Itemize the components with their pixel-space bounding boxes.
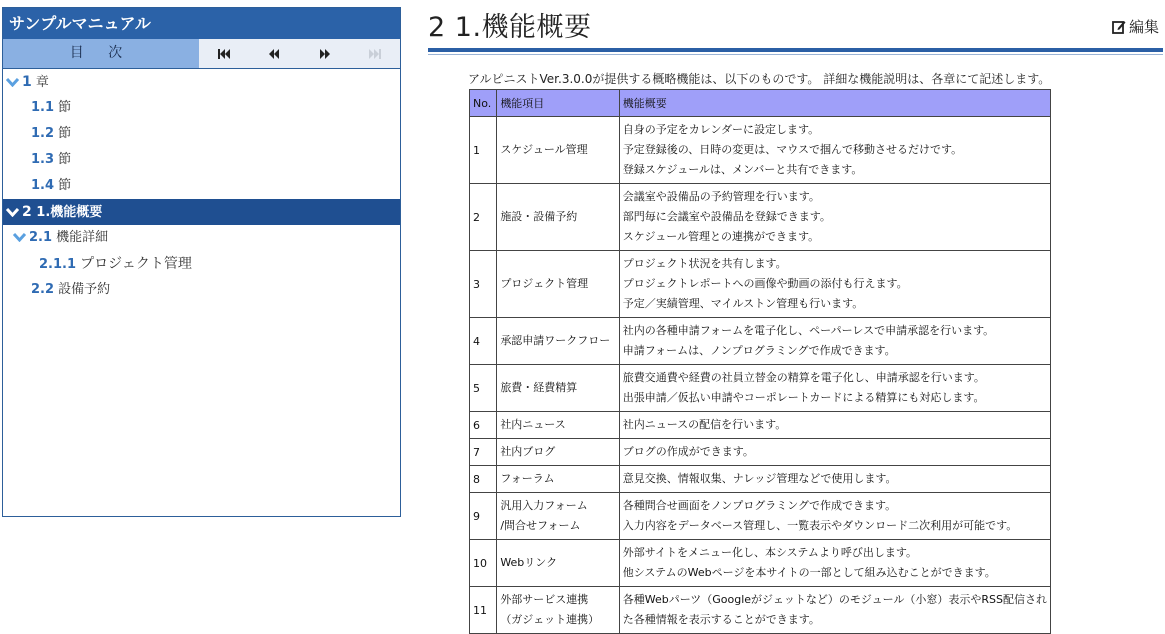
toc-item-1-3[interactable] bbox=[3, 147, 400, 173]
toc-text: 章 bbox=[35, 75, 49, 90]
toc-text: 節 bbox=[58, 100, 72, 115]
chevron-down-icon[interactable] bbox=[13, 233, 26, 242]
toc-num: 1.2 bbox=[31, 126, 55, 141]
cell-item bbox=[497, 493, 619, 540]
chevron-down-icon[interactable] bbox=[6, 78, 19, 87]
cell-item-line: 汎用入力フォーム bbox=[500, 499, 588, 512]
toc-item-2-1-1[interactable] bbox=[3, 251, 400, 277]
table-row bbox=[470, 412, 1051, 439]
toc-num: 1.1 bbox=[31, 100, 55, 115]
table-body bbox=[470, 117, 1051, 634]
cell-no: 3 bbox=[470, 251, 497, 318]
cell-item bbox=[497, 439, 619, 466]
cell-desc-line: 予定／実績管理、マイルストン管理も行います。 bbox=[622, 297, 864, 310]
table-row bbox=[470, 251, 1051, 318]
toc-text: 節 bbox=[58, 126, 72, 141]
cell-desc-line: プロジェクトレポートへの画像や動画の添付も行えます。 bbox=[622, 277, 908, 290]
toc-item-1-4[interactable] bbox=[3, 173, 400, 199]
cell-item-line: 社内ニュース bbox=[500, 418, 566, 431]
cell-item bbox=[497, 251, 619, 318]
prev-icon bbox=[268, 49, 280, 59]
cell-item bbox=[497, 466, 619, 493]
cell-item bbox=[497, 587, 619, 634]
cell-item-line: 外部サービス連携 bbox=[500, 593, 589, 606]
table-row bbox=[470, 466, 1051, 493]
first-icon bbox=[218, 49, 230, 59]
title-rule bbox=[428, 48, 1163, 52]
cell-item-line: スケジュール管理 bbox=[500, 143, 588, 156]
cell-desc-line: 社内の各種申請フォームを電子化し、ペーパーレスで申請承認を行います。 bbox=[622, 324, 995, 337]
cell-desc-line: 外部サイトをメニュー化し、本システムより呼び出します。 bbox=[622, 546, 917, 559]
toc-num: 2.1.1 bbox=[39, 257, 77, 272]
cell-desc bbox=[619, 540, 1050, 587]
cell-desc-line: 出張申請／仮払い申請やコーポレートカードによる精算にも対応します。 bbox=[622, 391, 985, 404]
cell-desc bbox=[619, 251, 1050, 318]
header-desc: 機能概要 bbox=[619, 90, 1050, 117]
cell-desc-line: スケジュール管理との連携ができます。 bbox=[622, 230, 820, 243]
last-icon bbox=[369, 49, 381, 59]
cell-desc-line: 申請フォームは、ノンプログラミングで作成できます。 bbox=[622, 344, 896, 357]
toc-sidebar bbox=[2, 7, 401, 517]
toc-item-2[interactable] bbox=[3, 199, 400, 225]
next-icon bbox=[319, 49, 331, 59]
cell-desc-line: 登録スケジュールは、メンバーと共有できます。 bbox=[622, 163, 863, 176]
cell-desc bbox=[619, 466, 1050, 493]
cell-no: 5 bbox=[470, 365, 497, 412]
toc-text: 1.機能概要 bbox=[36, 205, 103, 220]
toc-num: 2.1 bbox=[29, 230, 53, 245]
cell-desc-line: 社内ニュースの配信を行います。 bbox=[622, 418, 787, 431]
toc-toolbar bbox=[3, 39, 400, 69]
cell-desc-line: 入力内容をデータベース管理し、一覧表示やダウンロード二次利用が可能です。 bbox=[622, 519, 1018, 532]
cell-desc-line: プロジェクト状況を共有します。 bbox=[622, 257, 787, 270]
cell-item-line: 社内ブログ bbox=[500, 445, 556, 458]
toc-text: 機能詳細 bbox=[56, 230, 109, 245]
cell-desc bbox=[619, 587, 1050, 634]
cell-desc-line: 意見交換、情報収集、ナレッジ管理などで使用します。 bbox=[622, 472, 897, 485]
intro-text: アルピニストVer.3.0.0が提供する概略機能は、以下のものです。 詳細な機能説明は、各章にて記述します。 bbox=[468, 72, 1051, 86]
cell-desc-line: た各種情報を表示することができます。 bbox=[622, 613, 820, 626]
first-page-button[interactable] bbox=[199, 39, 249, 68]
cell-desc-line: 部門毎に会議室や設備品を登録できます。 bbox=[622, 210, 831, 223]
toc-num: 1.4 bbox=[31, 178, 55, 193]
next-page-button[interactable] bbox=[300, 39, 350, 68]
cell-desc-line: 予定登録後の、日時の変更は、マウスで掴んで移動させるだけです。 bbox=[622, 143, 963, 156]
header-item: 機能項目 bbox=[497, 90, 619, 117]
cell-no: 4 bbox=[470, 318, 497, 365]
title-rule-thin bbox=[428, 54, 1163, 55]
cell-desc bbox=[619, 365, 1050, 412]
cell-item bbox=[497, 117, 619, 184]
cell-no: 1 bbox=[470, 117, 497, 184]
cell-item-line: Webリンク bbox=[500, 556, 558, 569]
toc-item-2-2[interactable] bbox=[3, 277, 400, 303]
cell-no: 10 bbox=[470, 540, 497, 587]
cell-desc bbox=[619, 117, 1050, 184]
toc-tree bbox=[3, 69, 400, 303]
toc-item-1-2[interactable] bbox=[3, 121, 400, 147]
cell-no: 8 bbox=[470, 466, 497, 493]
edit-button[interactable] bbox=[1112, 16, 1159, 37]
table-row bbox=[470, 184, 1051, 251]
table-row bbox=[470, 117, 1051, 184]
table-header-row bbox=[470, 90, 1051, 117]
table-row bbox=[470, 587, 1051, 634]
cell-desc-line: 自身の予定をカレンダーに設定します。 bbox=[622, 123, 820, 136]
table-row bbox=[470, 493, 1051, 540]
cell-no: 2 bbox=[470, 184, 497, 251]
cell-desc bbox=[619, 184, 1050, 251]
cell-item bbox=[497, 412, 619, 439]
cell-desc bbox=[619, 318, 1050, 365]
table-row bbox=[470, 540, 1051, 587]
cell-item bbox=[497, 184, 619, 251]
cell-desc-line: 他システムのWebページを本サイトの一部として組み込むことができます。 bbox=[622, 566, 996, 579]
cell-item-line: （ガジェット連携） bbox=[500, 613, 600, 626]
toc-text: 節 bbox=[58, 178, 72, 193]
toc-text: 節 bbox=[58, 152, 72, 167]
toc-tab[interactable]: 目 次 bbox=[3, 39, 199, 68]
cell-item bbox=[497, 540, 619, 587]
prev-page-button[interactable] bbox=[249, 39, 299, 68]
cell-desc bbox=[619, 493, 1050, 540]
edit-icon bbox=[1112, 20, 1126, 34]
cell-desc-line: 会議室や設備品の予約管理を行います。 bbox=[622, 190, 820, 203]
cell-desc-line: 各種Webパーツ（Googleがジェットなど）のモジュール（小窓）表示やRSS配信され bbox=[622, 593, 1047, 606]
cell-desc-line: 各種問合せ画面をノンプログラミングで作成できます。 bbox=[622, 499, 897, 512]
cell-desc-line: 旅費交通費や経費の社員立替金の精算を電子化し、申請承認を行います。 bbox=[622, 371, 985, 384]
app-title: サンプルマニュアル bbox=[3, 8, 400, 39]
feature-table bbox=[469, 89, 1051, 634]
cell-item-line: 施設・設備予約 bbox=[500, 210, 578, 223]
table-row bbox=[470, 318, 1051, 365]
cell-item-line: 承認申請ワークフロー bbox=[500, 334, 611, 347]
cell-desc bbox=[619, 412, 1050, 439]
page-title: 2 1.機能概要 bbox=[428, 12, 592, 43]
cell-item-line: フォーラム bbox=[500, 472, 555, 485]
cell-no: 11 bbox=[470, 587, 497, 634]
toc-text: 設備予約 bbox=[58, 282, 111, 297]
cell-no: 6 bbox=[470, 412, 497, 439]
toc-item-1-1[interactable] bbox=[3, 95, 400, 121]
edit-label: 編集 bbox=[1128, 18, 1159, 36]
cell-item bbox=[497, 365, 619, 412]
cell-no: 7 bbox=[470, 439, 497, 466]
toc-item-2-1[interactable] bbox=[3, 225, 400, 251]
chevron-down-icon[interactable] bbox=[6, 208, 19, 217]
toc-num: 1.3 bbox=[31, 152, 55, 167]
cell-item-line: /問合せフォーム bbox=[500, 519, 581, 532]
toc-item-1[interactable] bbox=[3, 69, 400, 95]
cell-item-line: 旅費・経費精算 bbox=[500, 381, 578, 394]
toc-num: 1 bbox=[22, 74, 32, 90]
table-row bbox=[470, 365, 1051, 412]
header-no: No. bbox=[470, 90, 497, 117]
toc-num: 2.2 bbox=[31, 282, 55, 297]
toc-text: プロジェクト管理 bbox=[80, 256, 192, 272]
cell-desc-line: ブログの作成ができます。 bbox=[622, 445, 754, 458]
cell-no: 9 bbox=[470, 493, 497, 540]
table-row bbox=[470, 439, 1051, 466]
toc-num: 2 bbox=[22, 204, 32, 220]
cell-item-line: プロジェクト管理 bbox=[500, 277, 589, 290]
last-page-button[interactable] bbox=[350, 39, 400, 68]
cell-desc bbox=[619, 439, 1050, 466]
cell-item bbox=[497, 318, 619, 365]
